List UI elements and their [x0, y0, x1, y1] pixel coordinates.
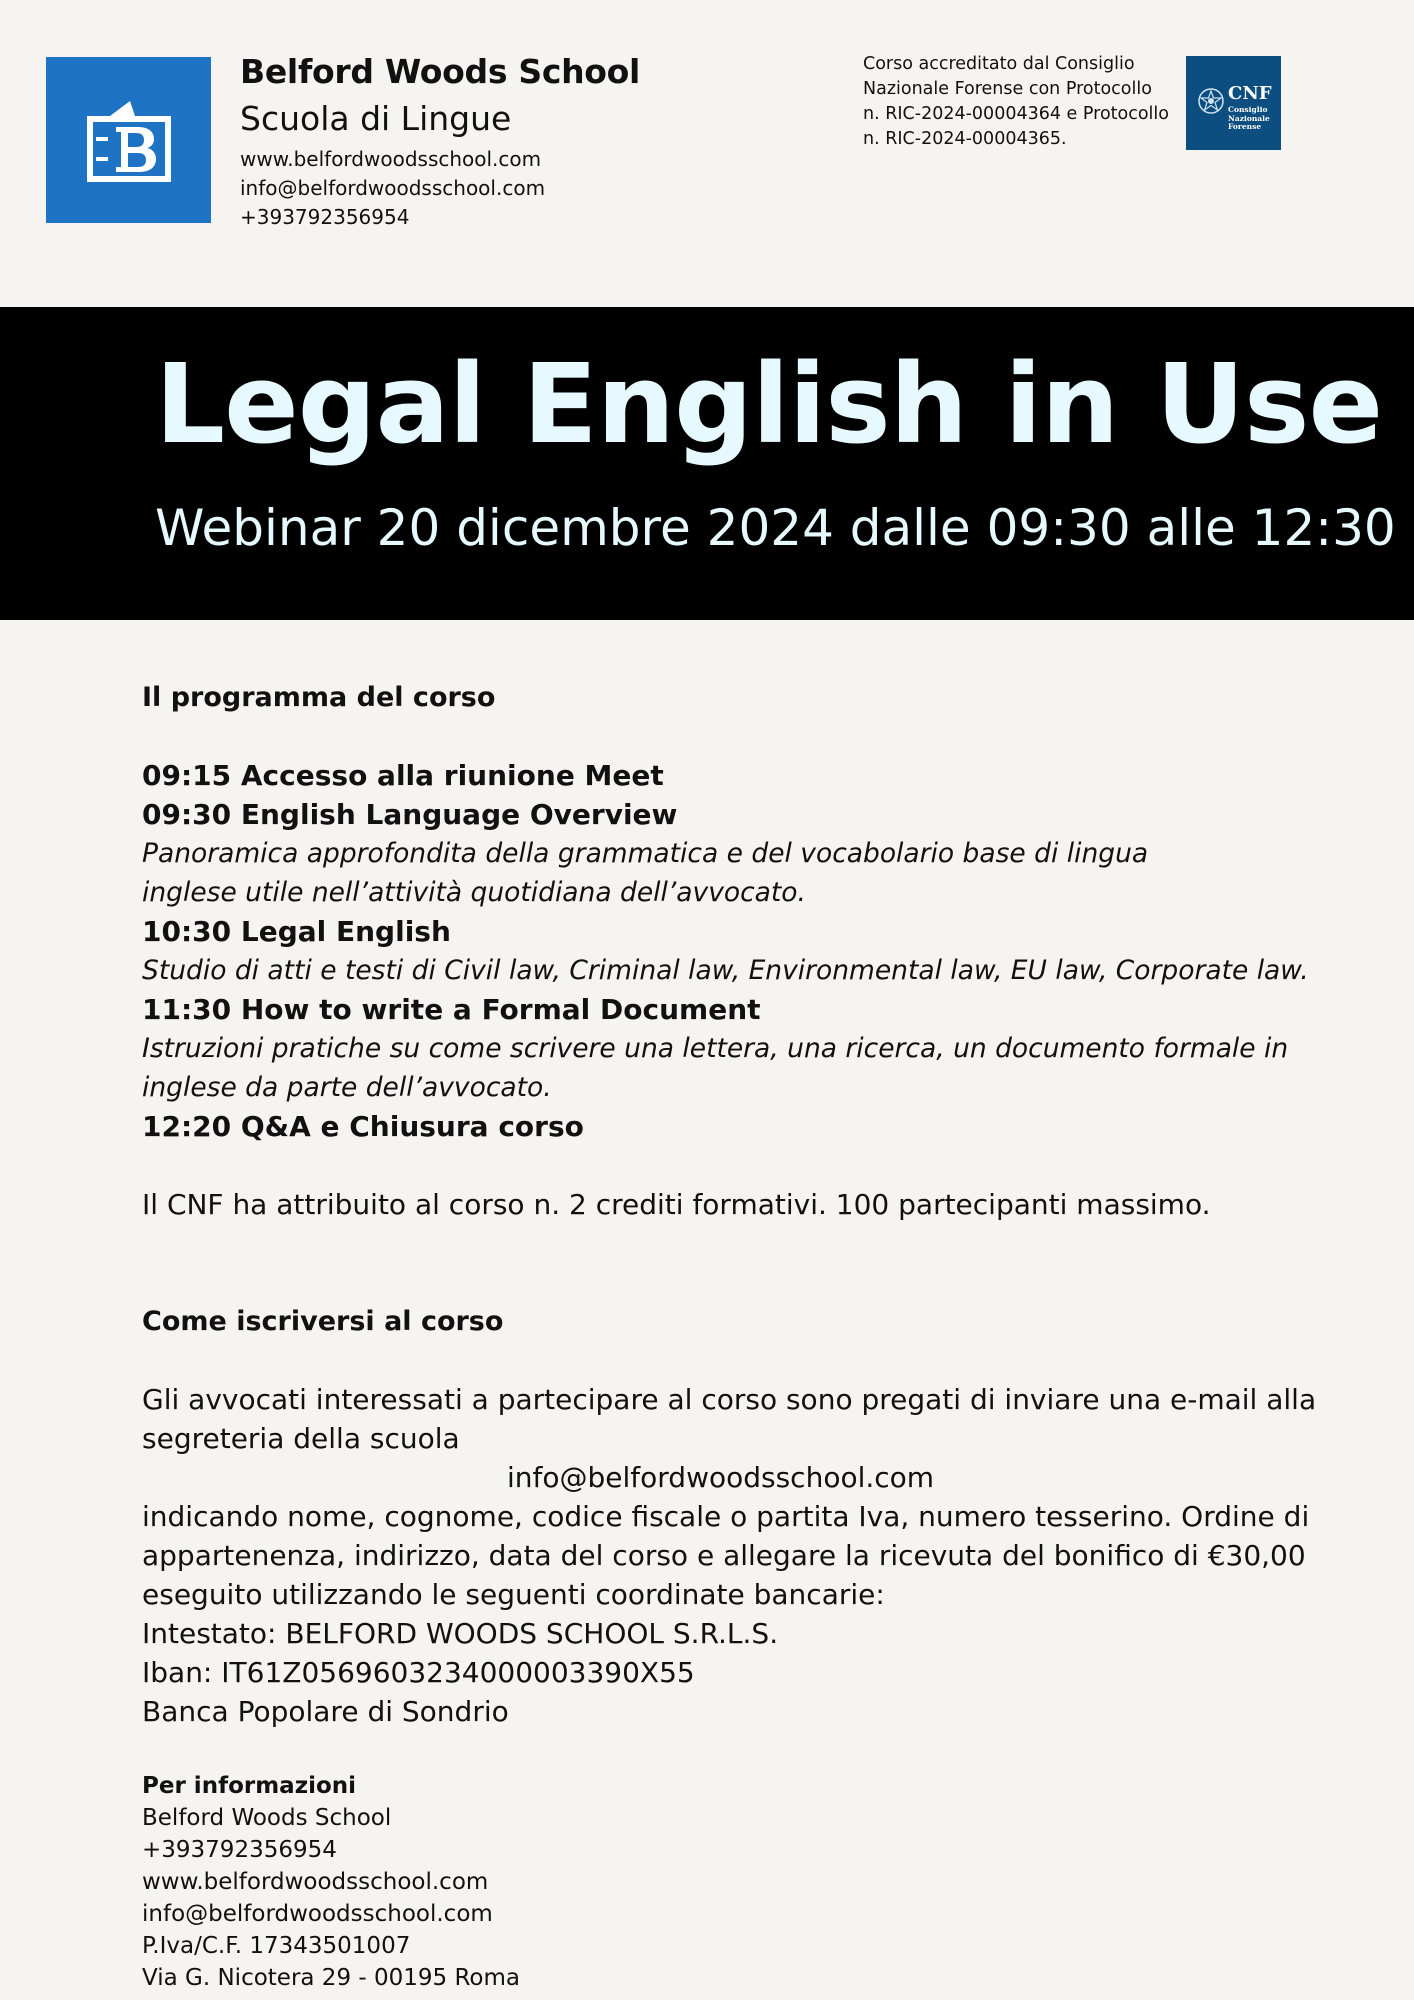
cnf-emblem-icon	[1196, 86, 1226, 116]
program-item-title: 11:30 How to write a Formal Document	[142, 993, 761, 1026]
email-link[interactable]: info@belfordwoodsschool.com	[240, 176, 546, 200]
registration-line: indicando nome, cognome, codice fiscale o partita Iva, numero tesserino. Ordine di	[142, 1500, 1310, 1533]
cnf-badge	[1186, 56, 1281, 150]
school-contact	[240, 145, 545, 232]
accreditation-line: Corso accreditato dal Consiglio	[863, 54, 1135, 74]
info-website-link[interactable]: www.belfordwoodsschool.com	[142, 1869, 489, 1895]
school-name: Belford Woods School	[240, 52, 641, 91]
school-logo	[46, 57, 211, 223]
registration-line: eseguito utilizzando le seguenti coordinate bancarie:	[142, 1578, 885, 1611]
accreditation-note	[863, 52, 1183, 152]
program-item-desc: inglese da parte dell’avvocato.	[142, 1072, 552, 1103]
program-item-desc: Studio di atti e testi di Civil law, Criminal law, Environmental law, EU law, Corporate law.	[142, 955, 1309, 986]
page-header	[0, 0, 1414, 307]
info-email-link[interactable]: info@belfordwoodsschool.com	[142, 1901, 493, 1927]
program-item-desc: inglese utile nell’attività quotidiana dell’avvocato.	[142, 877, 806, 908]
registration-email-link[interactable]: info@belfordwoodsschool.com	[507, 1461, 935, 1494]
cnf-title: CNF	[1228, 83, 1272, 104]
program-item-desc: Panoramica approfondita della grammatica e del vocabolario base di lingua	[142, 838, 1149, 869]
website-link[interactable]: www.belfordwoodsschool.com	[240, 147, 542, 171]
title-banner	[0, 307, 1414, 620]
webinar-date: Webinar 20 dicembre 2024 dalle 09:30 alle 12:30	[155, 499, 1396, 557]
accreditation-line: n. RIC-2024-00004364 e Protocollo	[863, 104, 1169, 124]
bank-iban: Iban: IT61Z0569603234000003390X55	[142, 1656, 695, 1689]
cnf-subtitle-line: Forense	[1228, 122, 1262, 131]
cnf-subtitle-line: Consiglio	[1228, 105, 1268, 114]
registration-heading: Come iscriversi al corso	[142, 1306, 504, 1337]
bank-name: Banca Popolare di Sondrio	[142, 1695, 509, 1728]
info-address: Via G. Nicotera 29 - 00195 Roma	[142, 1965, 520, 1991]
registration-line: segreteria della scuola	[142, 1422, 460, 1455]
program-list	[142, 756, 1309, 1146]
program-heading: Il programma del corso	[142, 682, 496, 713]
cnf-subtitle	[1228, 106, 1278, 132]
bank-account-holder: Intestato: BELFORD WOODS SCHOOL S.R.L.S.	[142, 1617, 779, 1650]
program-item-title: 09:15 Accesso alla riunione Meet	[142, 759, 664, 792]
program-item-title: 09:30 English Language Overview	[142, 798, 678, 831]
registration-line: Gli avvocati interessati a partecipare al corso sono pregati di inviare una e-mail alla	[142, 1383, 1317, 1416]
program-item-title: 12:20 Q&A e Chiusura corso	[142, 1110, 584, 1143]
logo-b-icon	[86, 97, 172, 183]
page-title: Legal English in Use	[155, 340, 1383, 468]
accreditation-line: n. RIC-2024-00004365.	[863, 129, 1067, 149]
cnf-subtitle-line: Nazionale	[1228, 113, 1270, 123]
info-vat: P.Iva/C.F. 17343501007	[142, 1933, 411, 1959]
phone-number: +393792356954	[240, 205, 410, 229]
school-subtitle: Scuola di Lingue	[240, 99, 512, 138]
info-heading: Per informazioni	[142, 1773, 357, 1799]
registration-body	[142, 1380, 1317, 1731]
info-line: Belford Woods School	[142, 1805, 392, 1831]
credits-note: Il CNF ha attribuito al corso n. 2 crediti formativi. 100 partecipanti massimo.	[142, 1188, 1211, 1221]
info-phone: +393792356954	[142, 1837, 337, 1863]
accreditation-line: Nazionale Forense con Protocollo	[863, 79, 1152, 99]
program-item-title: 10:30 Legal English	[142, 915, 451, 948]
main-content	[142, 678, 1317, 1994]
program-item-desc: Istruzioni pratiche su come scrivere una lettera, una ricerca, un documento formale in	[142, 1033, 1289, 1064]
info-section	[142, 1770, 1292, 1994]
registration-line: appartenenza, indirizzo, data del corso e allegare la ricevuta del bonifico di €30,00	[142, 1539, 1306, 1572]
